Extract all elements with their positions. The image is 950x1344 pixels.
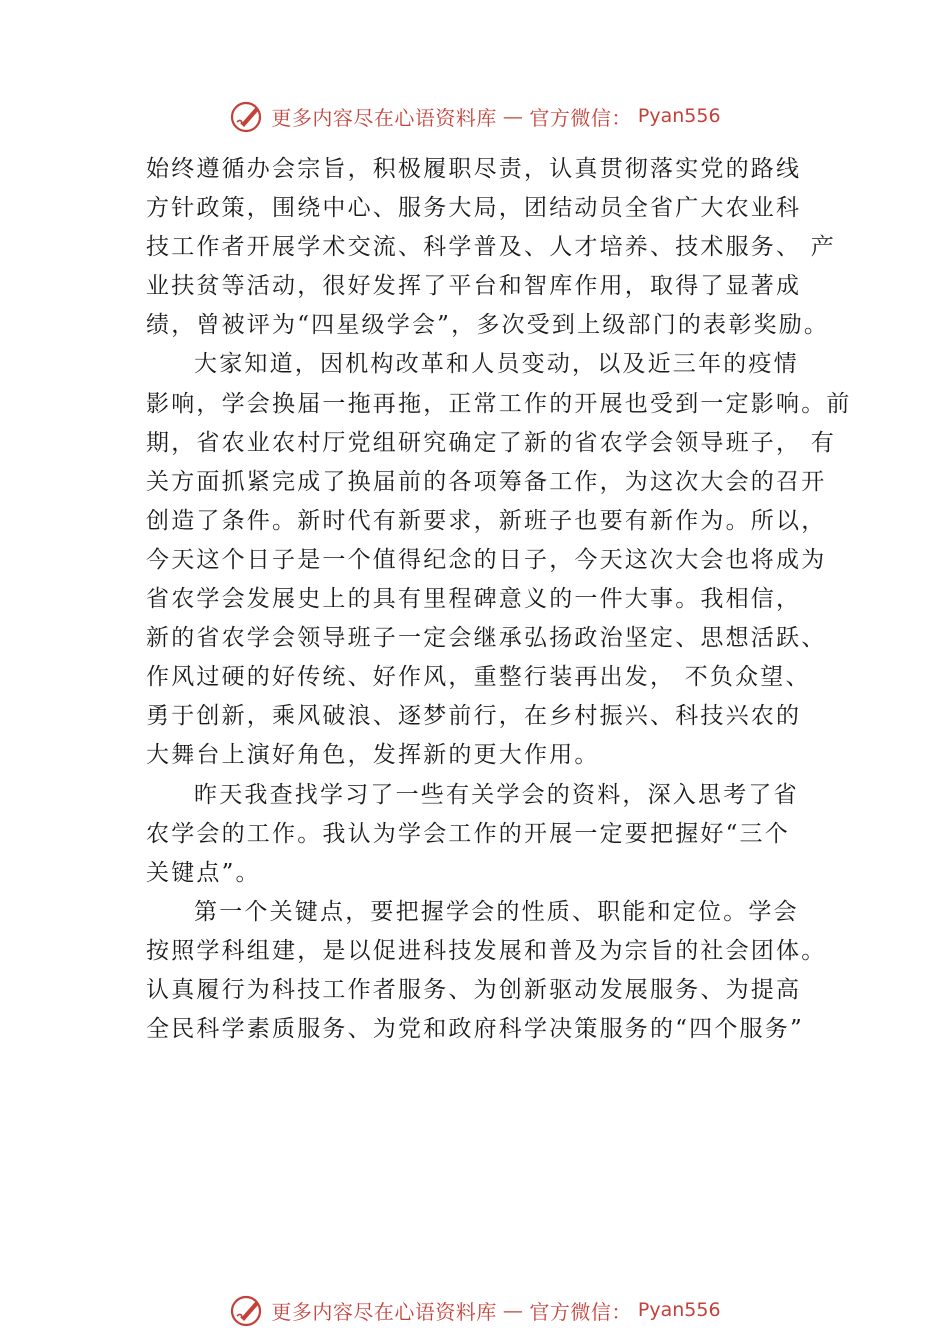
text-line: 影响，学会换届一拖再拖，正常工作的开展也受到一定影响。前 bbox=[146, 390, 852, 417]
text-line: 农学会的工作。我认为学会工作的开展一定要把握好“三个 bbox=[146, 820, 790, 847]
footer-banner-suffix: 官方微信： bbox=[529, 1299, 632, 1324]
footer-banner-dash: — bbox=[502, 1298, 524, 1322]
paragraph-start-line: 昨天我查找学习了一些有关学会的资料，深入思考了省 bbox=[194, 781, 799, 808]
text-line: 始终遵循办会宗旨，积极履职尽责，认真贯彻落实党的路线 bbox=[146, 156, 802, 182]
text-line: 今天这个日子是一个值得纪念的日子，今天这次大会也将成为 bbox=[146, 546, 827, 573]
footer-banner-text: 更多内容尽在心语资料库 bbox=[271, 1299, 497, 1324]
text-line: 关键点”。 bbox=[146, 859, 261, 886]
text-line: 新的省农学会领导班子一定会继承弘扬政治坚定、思想活跃、 bbox=[146, 625, 827, 652]
document-body bbox=[146, 150, 852, 1049]
text-line: 省农学会发展史上的具有里程碑意义的一件大事。我相信， bbox=[146, 586, 802, 613]
footer-banner bbox=[0, 1288, 950, 1332]
text-line: 技工作者开展学术交流、科学普及、人才培养、技术服务、 产 bbox=[146, 234, 836, 261]
paragraph-start-line: 第一个关键点，要把握学会的性质、职能和定位。学会 bbox=[194, 898, 799, 925]
text-line: 全民科学素质服务、为党和政府科学决策服务的“四个服务” bbox=[146, 1016, 804, 1043]
pen-logo-icon bbox=[229, 98, 265, 134]
header-banner-suffix: 官方微信： bbox=[529, 105, 632, 130]
header-banner bbox=[0, 94, 950, 138]
text-line: 作风过硬的好传统、好作风，重整行装再出发， 不负众望、 bbox=[146, 664, 811, 691]
text-line: 勇于创新，乘风破浪、逐梦前行，在乡村振兴、科技兴农的 bbox=[146, 703, 802, 730]
text-line: 绩，曾被评为“四星级学会”，多次受到上级部门的表彰奖励。 bbox=[146, 312, 830, 339]
text-line: 方针政策，围绕中心、服务大局，团结动员全省广大农业科 bbox=[146, 195, 802, 222]
header-banner-text: 更多内容尽在心语资料库 bbox=[271, 105, 497, 130]
text-line: 大舞台上演好角色，发挥新的更大作用。 bbox=[146, 742, 600, 769]
text-line: 业扶贫等活动，很好发挥了平台和智库作用，取得了显著成 bbox=[146, 273, 802, 300]
text-line: 按照学科组建，是以促进科技发展和普及为宗旨的社会团体。 bbox=[146, 937, 827, 964]
text-line: 认真履行为科技工作者服务、为创新驱动发展服务、为提高 bbox=[146, 976, 802, 1003]
header-wechat-id: Pyan556 bbox=[637, 105, 721, 127]
text-line: 创造了条件。新时代有新要求，新班子也要有新作为。所以， bbox=[146, 507, 827, 534]
text-line: 期，省农业农村厅党组研究确定了新的省农学会领导班子， 有 bbox=[146, 429, 836, 456]
text-line: 关方面抓紧完成了换届前的各项筹备工作，为这次大会的召开 bbox=[146, 468, 827, 495]
footer-wechat-id: Pyan556 bbox=[637, 1299, 721, 1321]
paragraph-start-line: 大家知道，因机构改革和人员变动，以及近三年的疫情 bbox=[194, 351, 799, 378]
header-banner-dash: — bbox=[502, 104, 524, 128]
pen-logo-icon bbox=[229, 1292, 265, 1328]
